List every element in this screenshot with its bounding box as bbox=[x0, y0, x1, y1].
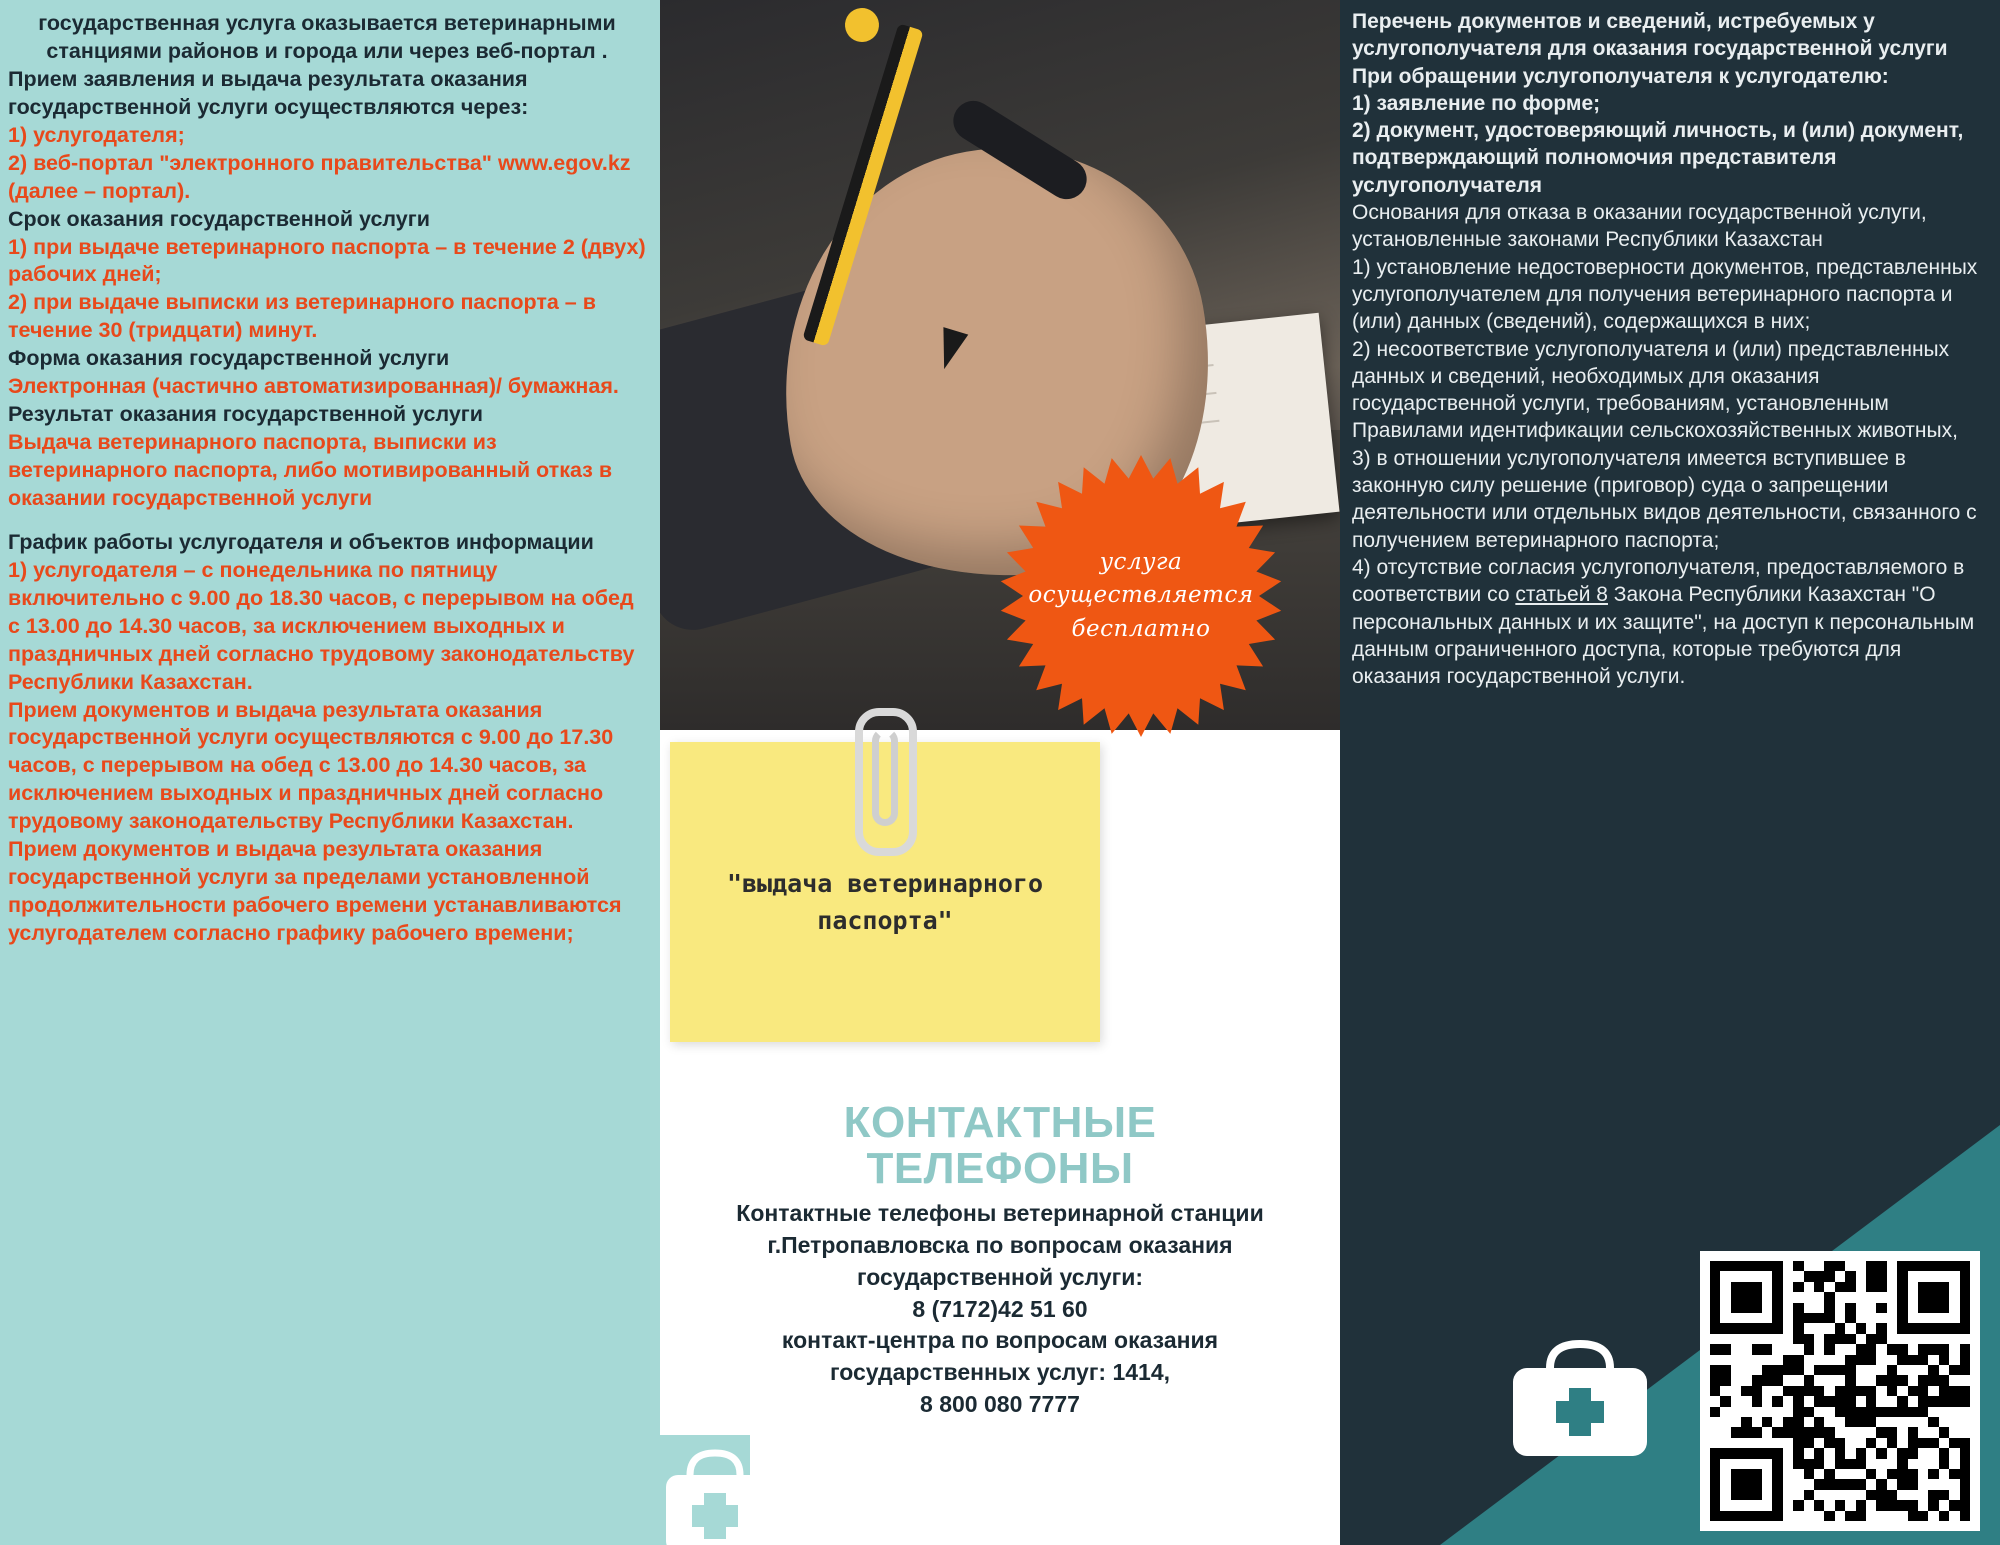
left-paragraph-13: 1) услугодателя – с понедельника по пятницу включительно с 9.00 до 18.30 часов, с перерывом на обед с 13.00 до 14.30 часов, за исключением выходных и праздничных дней согласно трудовому законодательству Республики Казахстан. bbox=[8, 557, 635, 694]
left-column bbox=[0, 0, 660, 1545]
left-paragraph-8: Электронная (частично автоматизированная)/ бумажная. bbox=[8, 374, 619, 399]
right-paragraph-1: 1) заявление по форме; bbox=[1352, 91, 1601, 115]
left-paragraph-15: Прием документов и выдача результата оказания государственной услуги за пределами установленной продолжительности рабочего времени устанавливаются услугодателем согласно графику рабочего времени; bbox=[8, 837, 622, 945]
left-paragraph-7: Форма оказания государственной услуги bbox=[8, 346, 450, 371]
left-spacer bbox=[8, 513, 646, 529]
right-paragraph-2: 2) документ, удостоверяющий личность, и (или) документ, подтверждающий полномочия представителя услугополучателя bbox=[1352, 119, 1964, 197]
badge-line-0: услуга bbox=[1099, 548, 1183, 575]
contacts-block bbox=[660, 1100, 1340, 1421]
free-service-badge-text bbox=[1000, 455, 1282, 737]
contacts-line-2: контакт-центра по вопросам оказания государственных услуг: 1414, bbox=[781, 1327, 1219, 1386]
contacts-phone-3: 8 800 080 7777 bbox=[920, 1390, 1080, 1417]
left-paragraph-2: 1) услугодателя; bbox=[8, 122, 185, 147]
right-paragraph-0: Перечень документов и сведений, истребуемых у услугополучателя для оказания государственной услуги При обращении услугополучателя к услугодателю: bbox=[1352, 10, 1948, 88]
contacts-title: КОНТАКТНЫЕ ТЕЛЕФОНЫ bbox=[843, 1098, 1157, 1194]
right-paragraph-6 bbox=[1352, 554, 1980, 690]
left-paragraph-3: 2) веб-портал "электронного правительства" www.egov.kz (далее – портал). bbox=[8, 150, 631, 203]
left-paragraph-5: 1) при выдаче ветеринарного паспорта – в течение 2 (двух) рабочих дней; bbox=[8, 234, 646, 287]
right-paragraph-6-tail: Закона Республики Казахстан "О персональных данных и их защите", на доступ к персональным данным ограниченного доступа, которые требуются для оказания государственной услуги. bbox=[1352, 583, 1975, 689]
badge-line-2: бесплатно bbox=[1071, 615, 1211, 642]
left-paragraph-10: Выдача ветеринарного паспорта, выписки из ветеринарного паспорта, либо мотивированный отказ в оказании государственной услуги bbox=[8, 430, 613, 510]
sticky-note-text: "выдача ветеринарного паспорта" bbox=[726, 868, 1044, 935]
left-paragraph-6: 2) при выдаче выписки из ветеринарного паспорта – в течение 30 (тридцати) минут. bbox=[8, 290, 596, 343]
photo-pen-cap bbox=[841, 4, 883, 46]
left-paragraph-4: Срок оказания государственной услуги bbox=[8, 206, 430, 231]
right-paragraph-4: 1) установление недостоверности документов, представленных услугополучателем для получения ветеринарного паспорта и (или) данных (сведений), содержащихся в них; bbox=[1352, 255, 1978, 334]
paperclip-icon bbox=[855, 708, 917, 856]
contacts-line-0: Контактные телефоны ветеринарной станции г.Петропавловска по вопросам оказания государственной услуги: bbox=[736, 1200, 1264, 1290]
left-paragraph-9: Результат оказания государственной услуги bbox=[8, 402, 483, 427]
right-paragraph-5: 2) несоответствие услугополучателя и (или) представленных данных и сведений, необходимых для оказания государственной услуги, требованиям, установленным Правилами идентификации сельскохозяйственных животных, 3) в отношении услугополучателя имеется вступившее в законную силу решение (приговор) суда о запрещении деятельности или отдельных видов деятельности, связанного с получением ветеринарного паспорта; bbox=[1352, 337, 1977, 552]
left-paragraph-0: государственная услуга оказывается ветеринарными станциями районов и города или через веб-портал . bbox=[38, 11, 616, 63]
free-service-badge bbox=[1000, 455, 1282, 737]
medical-bag-icon bbox=[660, 1435, 770, 1545]
qr-code-grid bbox=[1710, 1261, 1970, 1521]
right-column bbox=[1340, 0, 2000, 1545]
medical-bag-icon bbox=[1505, 1330, 1655, 1460]
right-paragraph-3: Основания для отказа в оказании государственной услуги, установленные законами Республики Казахстан bbox=[1352, 201, 1927, 252]
left-paragraph-14: Прием документов и выдача результата оказания государственной услуги осуществляются с 9.00 до 17.30 часов, с перерывом на обед с 13.00 до 14.30 часов, за исключением выходных и праздничных дней согласно трудовому законодательству Республики Казахстан. bbox=[8, 697, 614, 834]
badge-line-1: осуществляется bbox=[1028, 582, 1254, 609]
contacts-phone-1: 8 (7172)42 51 60 bbox=[912, 1295, 1088, 1322]
qr-code[interactable] bbox=[1700, 1251, 1980, 1531]
right-paragraph-6-head: 4) отсутствие согласия услугополучателя, предоставляемого в соответствии со bbox=[1352, 555, 1965, 607]
left-paragraph-1: Прием заявления и выдача результата оказания государственной услуги осуществляются через: bbox=[8, 66, 529, 119]
center-column bbox=[660, 0, 1340, 1545]
law-article-link[interactable]: статьей 8 bbox=[1515, 583, 1608, 607]
left-paragraph-12: График работы услугодателя и объектов информации bbox=[8, 529, 594, 554]
